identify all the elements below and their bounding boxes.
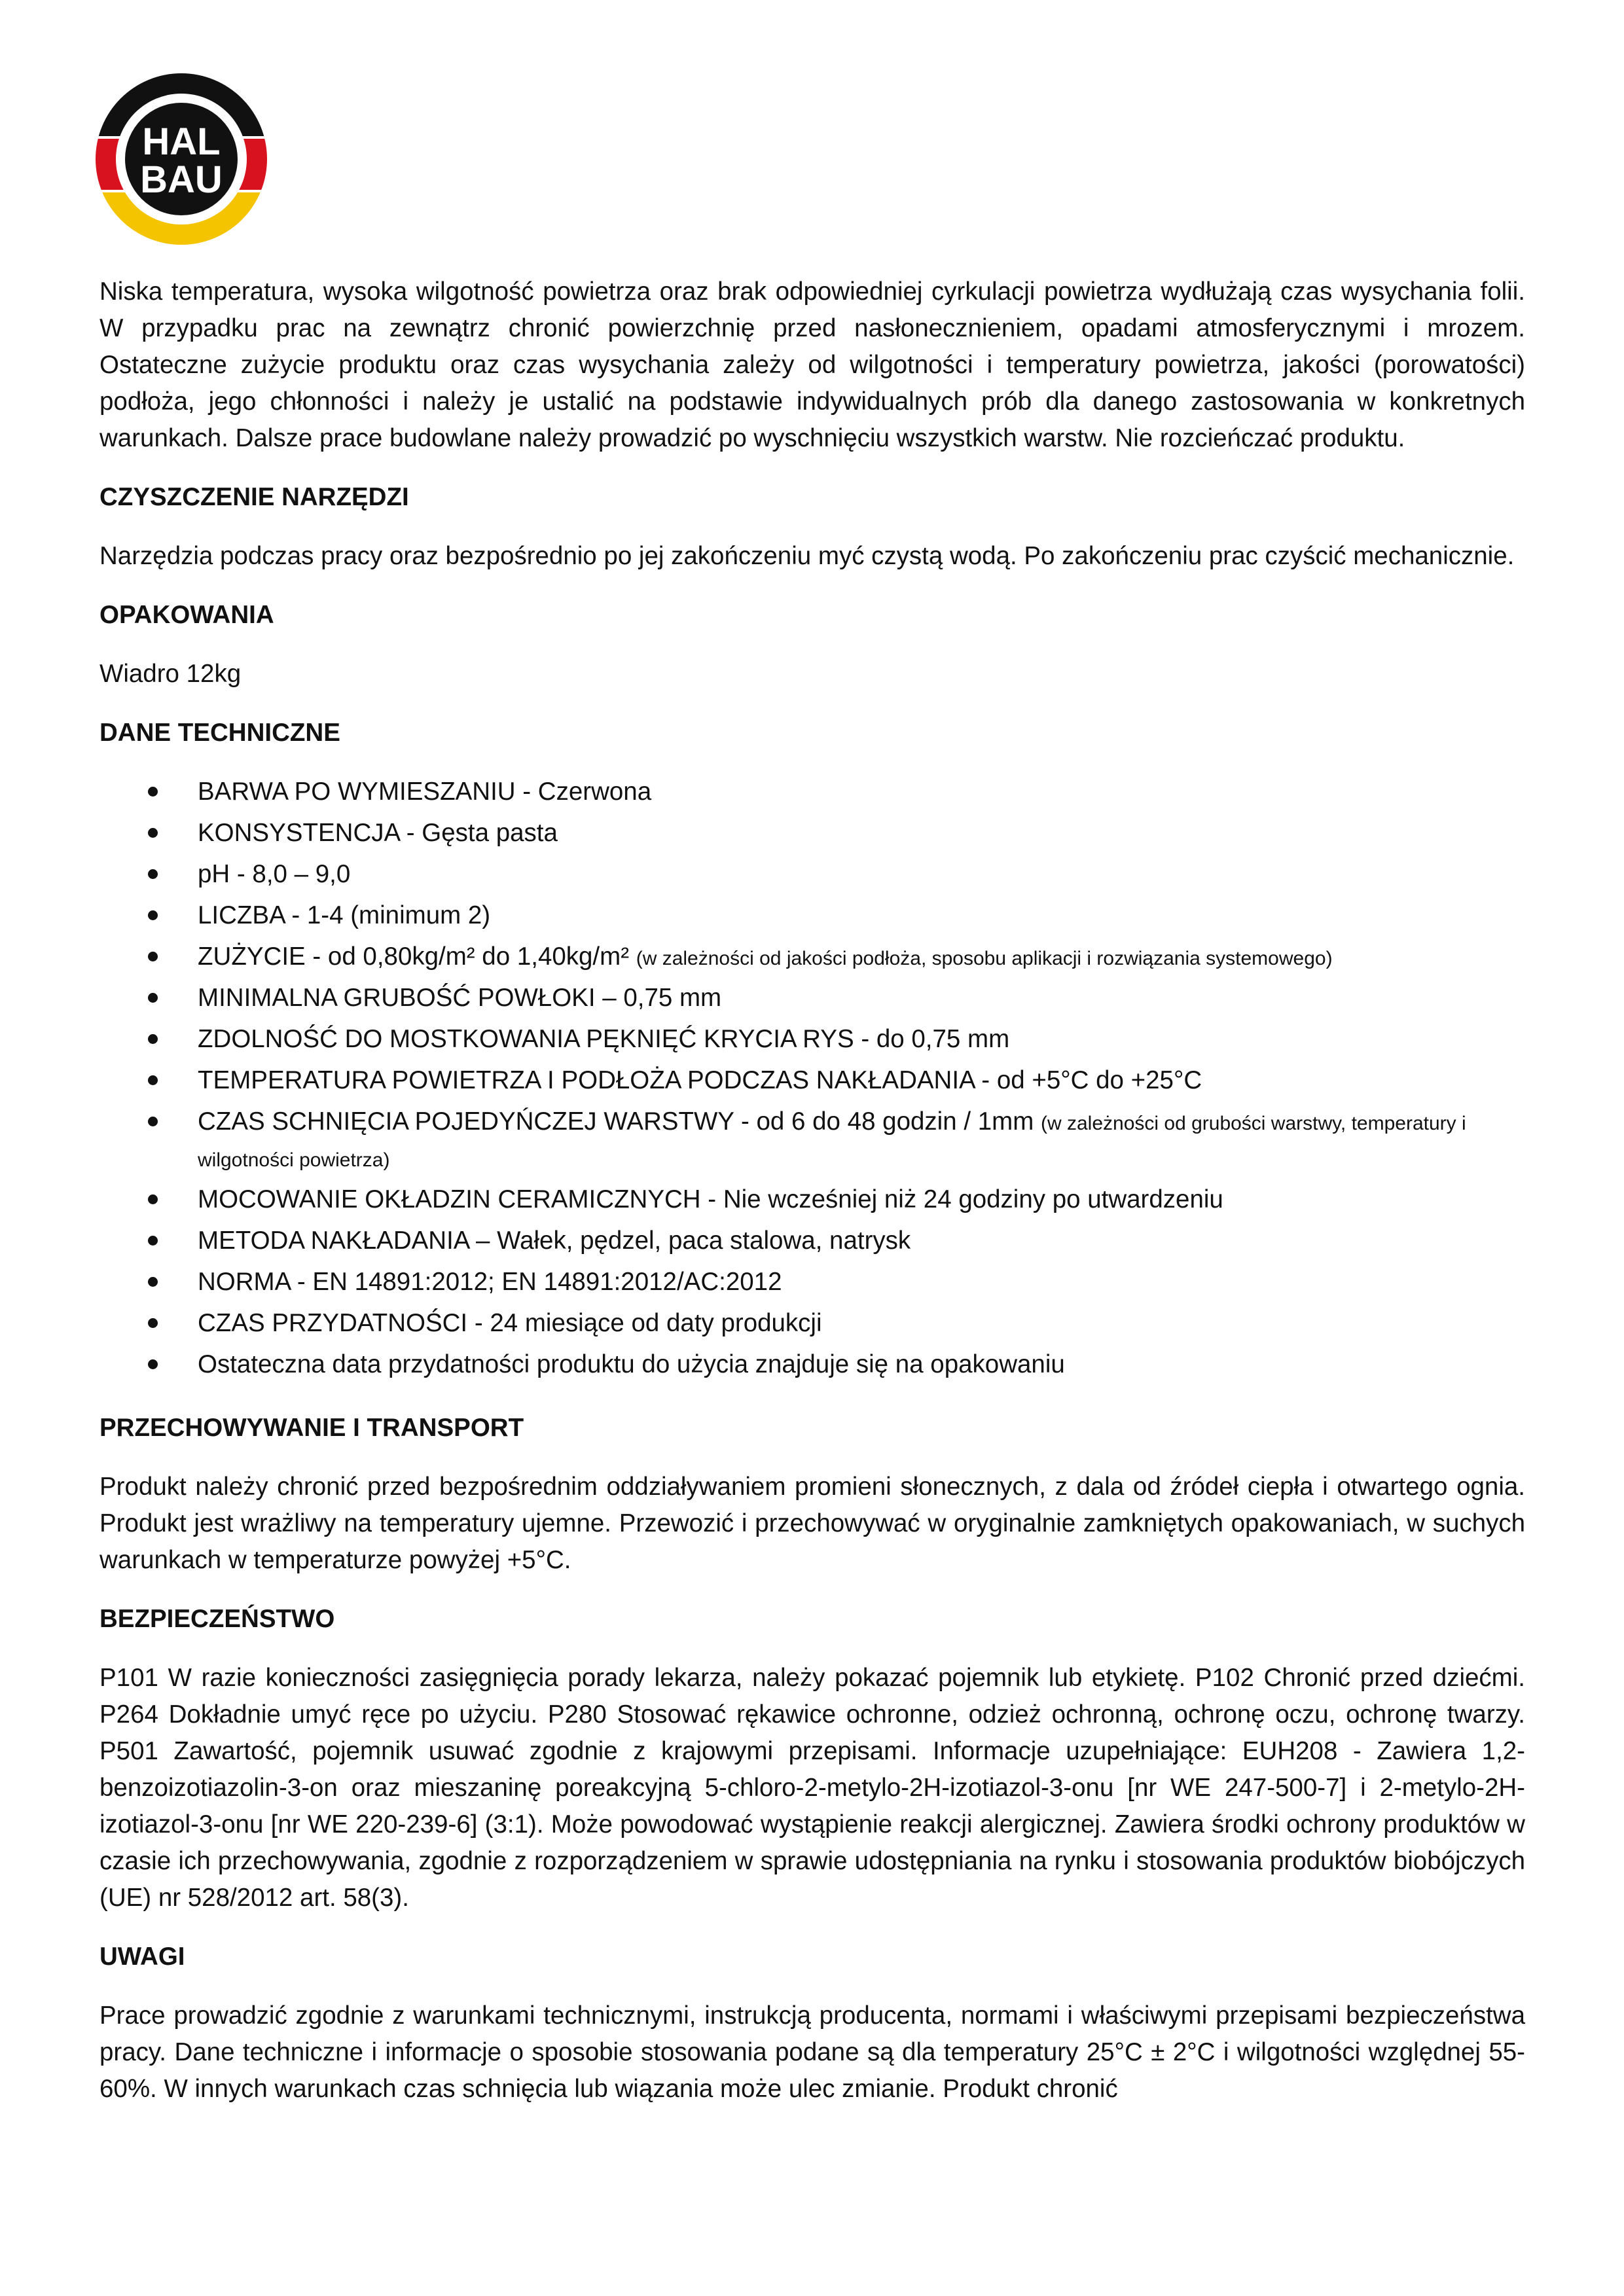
bullet-icon bbox=[148, 1075, 158, 1085]
packaging-heading: OPAKOWANIA bbox=[99, 601, 274, 629]
bullet-icon bbox=[148, 787, 158, 797]
bullet-icon bbox=[148, 1034, 158, 1044]
remarks-heading: UWAGI bbox=[99, 1943, 185, 1971]
list-item: pH - 8,0 – 9,0 bbox=[99, 856, 1525, 893]
storage-text: Produkt należy chronić przed bezpośrednim oddziaływaniem promieni słonecznych, z dala od źródeł ciepła i otwartego ognia. Produkt jest wrażliwy na temperatury ujemne. Przewozić i przechowywać w oryginalnie zamkniętych opakowaniach, w suchych warunkach w temperaturze powyżej +5°C. bbox=[99, 1473, 1525, 1574]
safety-heading: BEZPIECZEŃSTWO bbox=[99, 1605, 335, 1633]
bullet-icon bbox=[148, 993, 158, 1003]
intro-paragraph: Niska temperatura, wysoka wilgotność powietrza oraz brak odpowiedniej cyrkulacji powietrza wydłużają czas wysychania folii. W przypadku prac na zewnątrz chronić powierzchnię przed nasłonecznieniem, opadami atmosferycznymi i mrozem. Ostateczne zużycie produktu oraz czas wysychania zależy od wilgotności i temperatury powietrza, jakości (porowatości) podłoża, jego chłonności i należy je ustalić na podstawie indywidualnych prób dla danego zastosowania w konkretnych warunkach. Dalsze prace budowlane należy prowadzić po wyschnięciu wszystkich warstw. Nie rozcieńczać produktu. bbox=[99, 278, 1525, 452]
list-item: TEMPERATURA POWIETRZA I PODŁOŻA PODCZAS NAKŁADANIA - od +5°C do +25°C bbox=[99, 1062, 1525, 1099]
list-item: MOCOWANIE OKŁADZIN CERAMICZNYCH - Nie wcześniej niż 24 godziny po utwardzeniu bbox=[99, 1181, 1525, 1218]
technical-list bbox=[99, 774, 1525, 1383]
halbau-logo bbox=[96, 73, 267, 245]
bullet-icon bbox=[148, 1359, 158, 1369]
bullet-icon bbox=[148, 1236, 158, 1246]
bullet-icon bbox=[148, 952, 158, 961]
list-item: CZAS SCHNIĘCIA POJEDYŃCZEJ WARSTWY - od 6 do 48 godzin / 1mm (w zależności od grubości warstwy, temperatury i wilgotności powietrza) bbox=[99, 1103, 1525, 1177]
logo-text-line2: BAU bbox=[140, 158, 223, 201]
halbau-logo-graphic bbox=[96, 73, 267, 245]
list-item: CZAS PRZYDATNOŚCI - 24 miesiące od daty produkcji bbox=[99, 1305, 1525, 1342]
list-item: BARWA PO WYMIESZANIU - Czerwona bbox=[99, 774, 1525, 810]
packaging-text: Wiadro 12kg bbox=[99, 660, 242, 688]
bullet-icon bbox=[148, 1194, 158, 1204]
bullet-icon bbox=[148, 1318, 158, 1328]
logo-text-line1: HAL bbox=[142, 120, 221, 163]
bullet-icon bbox=[148, 828, 158, 838]
bullet-icon bbox=[148, 1117, 158, 1126]
list-item: ZUŻYCIE - od 0,80kg/m² do 1,40kg/m² (w zależności od jakości podłoża, sposobu aplikacji i rozwiązania systemowego) bbox=[99, 939, 1525, 975]
list-item-note: (w zależności od jakości podłoża, sposobu aplikacji i rozwiązania systemowego) bbox=[636, 948, 1333, 969]
list-item: NORMA - EN 14891:2012; EN 14891:2012/AC:2012 bbox=[99, 1264, 1525, 1300]
safety-text: P101 W razie konieczności zasięgnięcia porady lekarza, należy pokazać pojemnik lub etykietę. P102 Chronić przed dziećmi. P264 Dokładnie umyć ręce po użyciu. P280 Stosować rękawice ochronne, odzież ochronną, ochronę oczu, ochronę twarzy. P501 Zawartość, pojemnik usuwać zgodnie z krajowymi przepisami. Informacje uzupełniające: EUH208 - Zawiera 1,2- benzoizotiazolin-3-on oraz mieszaninę poreakcyjną 5-chloro-2-metylo-2H-izotiazol-3-onu [nr WE 247-500-7] i 2-metylo-2H-izotiazol-3-onu [nr WE 220-239-6] (3:1). Może powodować wystąpienie reakcji alergicznej. Zawiera środki ochrony produktów w czasie ich przechowywania, zgodnie z rozporządzeniem w sprawie udostępniania na rynku i stosowania produktów biobójczych (UE) nr 528/2012 art. 58(3). bbox=[99, 1664, 1525, 1912]
cleaning-text: Narzędzia podczas pracy oraz bezpośrednio po jej zakończeniu myć czystą wodą. Po zakończeniu prac czyścić mechanicznie. bbox=[99, 542, 1515, 570]
bullet-icon bbox=[148, 1277, 158, 1287]
list-item: Ostateczna data przydatności produktu do użycia znajduje się na opakowaniu bbox=[99, 1346, 1525, 1383]
bullet-icon bbox=[148, 910, 158, 920]
list-item: METODA NAKŁADANIA – Wałek, pędzel, paca stalowa, natrysk bbox=[99, 1223, 1525, 1259]
list-item: KONSYSTENCJA - Gęsta pasta bbox=[99, 815, 1525, 852]
cleaning-heading: CZYSZCZENIE NARZĘDZI bbox=[99, 483, 409, 511]
bullet-icon bbox=[148, 869, 158, 879]
document-body bbox=[99, 274, 1525, 2108]
list-item-note: (w zależności od grubości warstwy, temperatury i wilgotności powietrza) bbox=[198, 1113, 1466, 1171]
technical-heading: DANE TECHNICZNE bbox=[99, 719, 340, 747]
list-item: LICZBA - 1-4 (minimum 2) bbox=[99, 897, 1525, 934]
remarks-text: Prace prowadzić zgodnie z warunkami technicznymi, instrukcją producenta, normami i właściwymi przepisami bezpieczeństwa pracy. Dane techniczne i informacje o sposobie stosowania podane są dla temperatury 25°C ± 2°C i wilgotności względnej 55-60%. W innych warunkach czas schnięcia lub wiązania może ulec zmianie. Produkt chronić bbox=[99, 2001, 1525, 2103]
list-item: MINIMALNA GRUBOŚĆ POWŁOKI – 0,75 mm bbox=[99, 980, 1525, 1016]
list-item: ZDOLNOŚĆ DO MOSTKOWANIA PĘKNIĘĆ KRYCIA RYS - do 0,75 mm bbox=[99, 1021, 1525, 1058]
storage-heading: PRZECHOWYWANIE I TRANSPORT bbox=[99, 1414, 524, 1442]
